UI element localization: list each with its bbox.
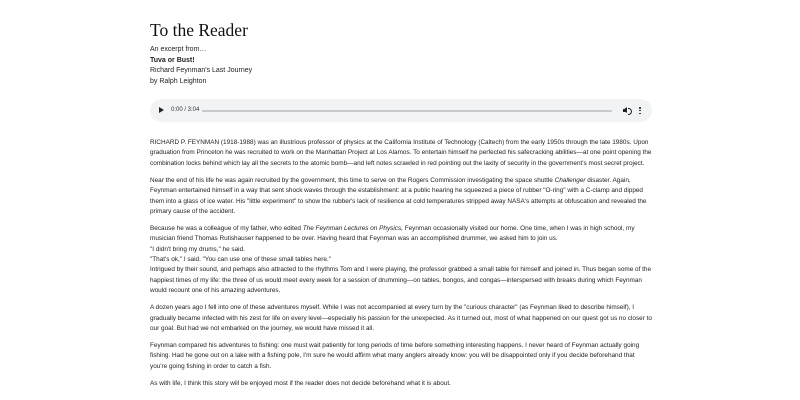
play-icon[interactable] [157,105,167,116]
paragraph: Near the end of his life he was again recruited by the government, this time to serve on the Rogers Commission investigating the space shuttle Challenger disaster. Again, Feynman entertained himself in a way that sent shock waves through the establishment: at a public hearing he squeezed a piece of rubber "O-ring" with a C-clamp and dipped them into a glass of ice water. His "little experiment" to show the rubber's lack of resilience at cold temperatures stripped away NASA's attempts at obfuscation and revealed the primary cause of the accident. [150,176,647,215]
paragraph: RICHARD P. FEYNMAN (1918-1988) was an illustrious professor of physics at the California Institute of Technology (Caltech) from the early 1950s through the late 1980s. Upon graduation from Princeton he was recruited to work on the Manhattan Project at Los Alamos. To entertain himself he perfected his safecracking abilities—at one point opening the combination locks behind which lay all the secrets to the atomic bomb—and left notes scrawled in red pointing out the laxity of security in the government's most secret project. [150,139,652,167]
more-options-icon[interactable] [637,105,643,116]
paragraph: As with life, I think this story will be enjoyed most if the reader does not decide beforehand what it is about. [150,379,451,387]
book-subtitle: Richard Feynman's Last Journey [150,67,253,74]
volume-icon[interactable] [622,105,632,116]
excerpt-info [150,45,252,87]
byline: by Ralph Leighton [150,77,207,85]
book-title: Tuva or Bust! [150,56,195,64]
article-body [150,138,652,396]
excerpt-intro: An excerpt from… [150,46,207,53]
page-title: To the Reader [150,20,248,40]
time-display: 0:00 / 3:04 [171,107,200,113]
paragraph [150,224,652,297]
seek-slider[interactable] [202,110,612,112]
paragraph: A dozen years ago I fell into one of these adventures myself. While I was not accompanied at every turn by the "curious character" (as Feynman liked to describe himself), I gradually became infected with his zest for life on every level—especially his passion for the unexpected. As it turned out, most of what happened on our quest got us no closer to our goal. But had we not embarked on the journey, we would have missed it all. [150,304,652,332]
dialogue-line: "That's ok," I said. "You can use one of these small tables here." [150,256,331,264]
paragraph-line: Because he was a colleague of my father, who edited The Feynman Lectures on Physics, Feynman occasionally visited our home. One time, when I was in high school, my musician friend Thomas Rutishauser happened to be over. Having heard that Feynman was an accomplished drummer, we asked him to join us. [150,224,635,243]
dialogue-line: "I didn't bring my drums," he said. [150,245,245,253]
paragraph: Feynman compared his adventures to fishing: one must wait patiently for long periods of time before something interesting happens. I never heard of Feynman actually going fishing. Had he gone out on a lake with a fishing pole, I'm sure he would affirm what many anglers already know: you will be disappointed only if you decide beforehand that you're going fishing in order to catch a fish. [150,341,640,370]
audio-player[interactable] [150,99,652,122]
paragraph-line: Intrigued by their sound, and perhaps also attracted to the rhythms Tom and I were playing, the professor grabbed a small table for himself and joined in. Thus began some of the happiest times of my life: the three of us would meet every week for a session of drumming—on tables, bongos, and congas—interspersed with breaks during which Feynman would recount one of his amazing adventures. [150,266,652,295]
